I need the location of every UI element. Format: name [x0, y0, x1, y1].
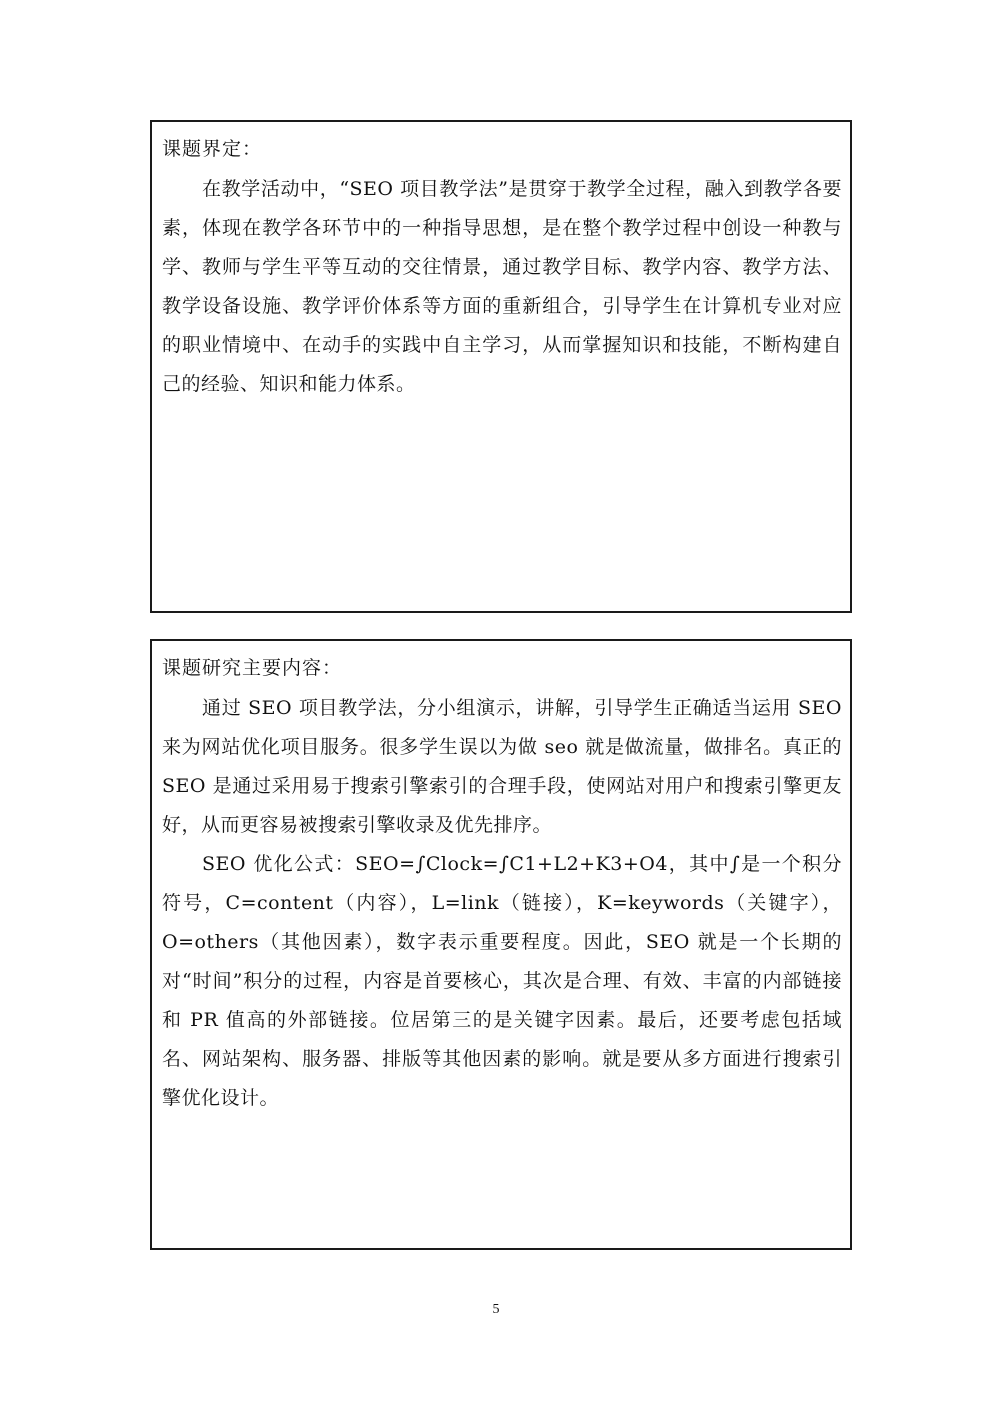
research-paragraph-intro: 通过 SEO 项目教学法，分小组演示，讲解，引导学生正确适当运用 SEO 来为网站优化项目服务。很多学生误以为做 seo 就是做流量，做排名。真正的 SEO 是通过采用易于搜索引擎索引的合理手段，使网站对用户和搜索引擎更友好，从而更容易被搜索引擎收录及优先排序。	[162, 697, 842, 836]
page-number: 5	[492, 1302, 500, 1317]
definition-section	[150, 120, 852, 613]
definition-paragraph: 在教学活动中，“SEO 项目教学法”是贯穿于教学全过程，融入到教学各要素，体现在教学各环节中的一种指导思想，是在整个教学过程中创设一种教与学、教师与学生平等互动的交往情景，通过教学目标、教学内容、教学方法、教学设备设施、教学评价体系等方面的重新组合，引导学生在计算机专业对应的职业情境中、在动手的实践中自主学习，从而掌握知识和技能，不断构建自己的经验、知识和能力体系。	[162, 178, 842, 395]
research-content-title: 课题研究主要内容：	[162, 657, 343, 679]
research-paragraph-formula: SEO 优化公式：SEO=∫Clock=∫C1+L2+K3+O4，其中∫是一个积分符号，C=content（内容），L=link（链接），K=keywords（关键字），O=others（其他因素），数字表示重要程度。因此，SEO 就是一个长期的对“时间”积分的过程，内容是首要核心，其次是合理、有效、丰富的内部链接和 PR 值高的外部链接。位居第三的是关键字因素。最后，还要考虑包括域名、网站架构、服务器、排版等其他因素的影响。就是要从多方面进行搜索引擎优化设计。	[162, 853, 842, 1109]
definition-title: 课题界定：	[162, 138, 263, 160]
research-content-section	[150, 639, 852, 1250]
